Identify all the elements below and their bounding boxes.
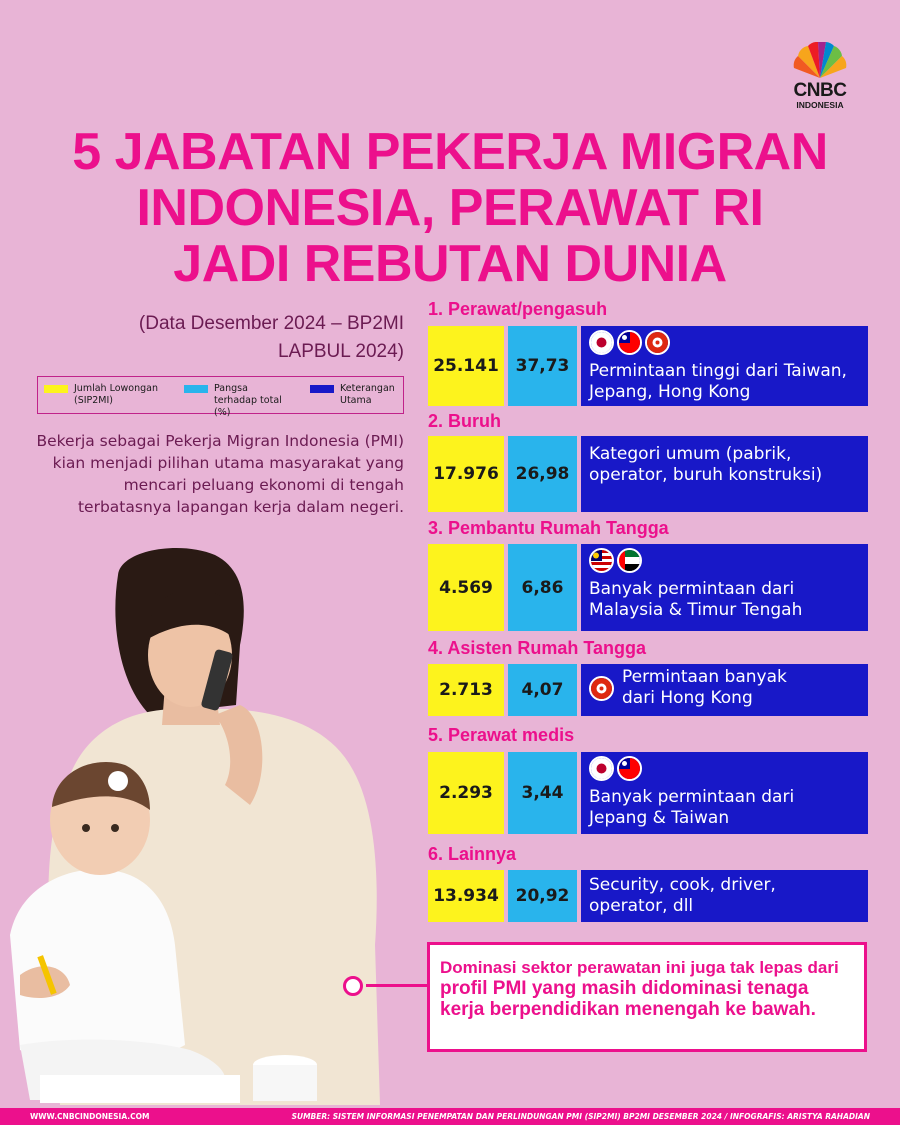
callout-box	[427, 942, 867, 1052]
category-1-keterangan-box	[581, 326, 868, 406]
connector-dot	[343, 976, 363, 996]
source-line-1: (Data Desember 2024 – BP2MI	[138, 313, 404, 334]
category-3-keterangan: Banyak permintaan dari Malaysia & Timur Tengah	[589, 579, 803, 620]
brand-sub: INDONESIA	[796, 100, 844, 110]
category-6-pangsa: 20,92	[508, 870, 577, 922]
flag-row	[589, 548, 860, 573]
title-line-2: INDONESIA, PERAWAT RI	[136, 179, 764, 237]
footer-source: SUMBER: SISTEM INFORMASI PENEMPATAN DAN PERLINDUNGAN PMI (SIP2MI) BP2MI DESEMBER 2024 / INFOGRAFIS: ARISTYA RAHADIAN	[291, 1112, 870, 1121]
title-line-3: JADI REBUTAN DUNIA	[173, 235, 727, 293]
flag-row	[589, 330, 860, 355]
japan-flag-icon	[589, 330, 614, 355]
category-4-pangsa: 4,07	[508, 664, 577, 716]
hongkong-flag-icon	[645, 330, 670, 355]
category-4-keterangan: Permintaan banyak dari Hong Kong	[622, 667, 787, 708]
legend-label: Pangsa terhadap total (%)	[214, 383, 282, 418]
legend-label: Jumlah Lowongan (SIP2MI)	[74, 383, 158, 406]
brand-name: CNBC	[793, 80, 847, 101]
connector-line	[366, 984, 428, 987]
category-2-keterangan: Kategori umum (pabrik, operator, buruh konstruksi)	[589, 444, 823, 485]
category-1-title: 1. Perawat/pengasuh	[428, 299, 608, 319]
callout-text-2: profil PMI yang masih didominasi tenaga kerja berpendidikan menengah ke bawah.	[440, 978, 816, 1020]
category-4-title: 4. Asisten Rumah Tangga	[428, 638, 647, 658]
legend	[37, 376, 404, 418]
data-source-note	[60, 310, 404, 366]
category-6-title: 6. Lainnya	[428, 844, 517, 864]
flag-row	[589, 756, 860, 781]
footer-website[interactable]: WWW.CNBCINDONESIA.COM	[30, 1112, 150, 1121]
category-5-keterangan-box	[581, 752, 868, 834]
category-4-keterangan-box	[581, 664, 868, 716]
category-1-keterangan: Permintaan tinggi dari Taiwan, Jepang, Hong Kong	[589, 361, 847, 402]
legend-label: Keterangan Utama	[340, 383, 395, 406]
category-3-pangsa: 6,86	[508, 544, 577, 631]
category-2-keterangan-box	[581, 436, 868, 512]
category-5-pangsa: 3,44	[508, 752, 577, 834]
callout-text-1: Dominasi sektor perawatan ini juga tak lepas dari	[440, 958, 839, 977]
hongkong-flag-icon	[589, 676, 614, 701]
cnbc-logo	[784, 42, 856, 114]
malaysia-flag-icon	[589, 548, 614, 573]
uae-flag-icon	[617, 548, 642, 573]
legend-swatch-cyan	[184, 385, 208, 393]
title-line-1: 5 JABATAN PEKERJA MIGRAN	[72, 123, 828, 181]
taiwan-flag-icon	[617, 330, 642, 355]
footer-bar	[0, 1108, 900, 1125]
category-6-keterangan-box	[581, 870, 868, 922]
category-6-keterangan: Security, cook, driver, operator, dll	[589, 875, 776, 916]
category-5-jumlah: 2.293	[428, 752, 504, 834]
category-5-keterangan: Banyak permintaan dari Jepang & Taiwan	[589, 787, 795, 828]
category-6-jumlah: 13.934	[428, 870, 504, 922]
peacock-icon	[790, 42, 850, 78]
category-4-jumlah: 2.713	[428, 664, 504, 716]
category-5-title: 5. Perawat medis	[428, 725, 575, 745]
category-3-keterangan-box	[581, 544, 868, 631]
category-2-jumlah: 17.976	[428, 436, 504, 512]
category-2-pangsa: 26,98	[508, 436, 577, 512]
legend-swatch-yellow	[44, 385, 68, 393]
category-1-jumlah: 25.141	[428, 326, 504, 406]
source-line-2: LAPBUL 2024)	[277, 341, 404, 362]
category-1-pangsa: 37,73	[508, 326, 577, 406]
intro-text: Bekerja sebagai Pekerja Migran Indonesia (PMI) kian menjadi pilihan utama masyarakat yang mencari peluang ekonomi di tengah terbatasnya lapangan kerja dalam negeri.	[36, 432, 404, 516]
page-title	[20, 124, 880, 292]
category-3-title: 3. Pembantu Rumah Tangga	[428, 518, 669, 538]
category-2-title: 2. Buruh	[428, 411, 502, 431]
japan-flag-icon	[589, 756, 614, 781]
taiwan-flag-icon	[617, 756, 642, 781]
category-3-jumlah: 4.569	[428, 544, 504, 631]
mother-baby-illustration	[0, 545, 430, 1108]
legend-swatch-blue	[310, 385, 334, 393]
